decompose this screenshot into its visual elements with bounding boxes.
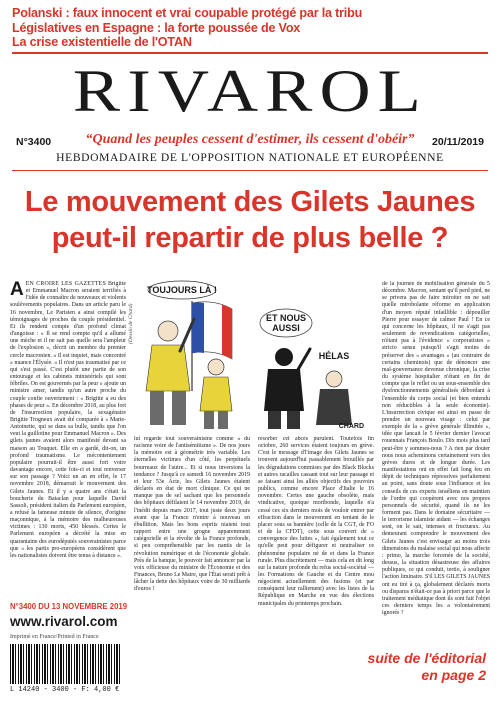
lead-smallcaps: EN CROIRE LES GAZETTES <box>25 281 106 287</box>
article-column-3 <box>258 436 374 700</box>
issue-date: 20/11/2019 <box>432 136 484 148</box>
gilet-2-head <box>208 359 224 375</box>
gilet-1-leg-left <box>150 391 164 425</box>
gilet-1-leg-right <box>172 391 186 425</box>
teasers <box>12 6 488 50</box>
bubble-1-text: TOUJOURS LÀ ! <box>147 285 217 295</box>
flag-blue-band <box>192 303 204 354</box>
article-column-2 <box>134 436 250 700</box>
gilet-2-leg-left <box>204 411 214 429</box>
cartoon-credit: (Dessin de Chard) <box>128 303 134 344</box>
column-3-text: résorber cet abcès purulent. Toutefois fin octobre, 260 services étaient toujours en grève. C'est le message d'l'image des Gilets Jaunes se trouvent aujourd'hui passablement brouillés par les dégradations commises par des Black Blocks et autres racailles cassant tout sur leur passage et se faisant ainsi les alliés objectifs des pouvoirs publics, comme encore Place d'Italie le 16 novembre. Certes une gauche obsolète, mais vindicative, quoique moribonde, laquelle n'a cessé ces six derniers mois de vouloir entrer par effraction dans le mouvement en tentant de le placer sous sa bannière (celle de la CGT, de FO et de la CFDT), cette sous couvert de « convergence des luttes », fait également tout ce qu'elle peut pour défigurer et neutraliser ce phénomène populaire né de et dans la France rurale. Plus discrètement — mais cela en dit long sur la nature profonde du refus social-sociétal — les Formations de Gauche et du Centre mou négocient actuellement des fusions (et par conséquent leur ralliement) avec les listes de la République en Marche en vue des élections municipales du printemps prochain. <box>258 436 374 607</box>
headline[interactable] <box>10 184 490 256</box>
blackblock-1-head <box>275 348 293 366</box>
gilet-1-vest <box>146 345 190 391</box>
article-column-4 <box>382 281 490 631</box>
logo[interactable]: RIVAROL <box>72 58 428 124</box>
motto: “Quand les peuples cessent d'estimer, ils cessent d'obéir” <box>85 132 415 147</box>
gilet-1-head <box>158 321 178 341</box>
continued-line-1: suite de l'éditorial <box>367 650 486 666</box>
bubble-2-text-b: AUSSI <box>272 323 300 333</box>
barcode <box>10 644 120 684</box>
column-1-text: Brigitte et Emmanuel Macron seraient terrifiés à l'idée de connaître de nouveaux et violents soulèvements populaires. Dans un article paru le 16 novembre, Le Parisien a ainsi compilé les témoignages de proches du couple présidentiel. Et ils rendent compte d'un profond climat d'angoisse : « Il se rend compte qu'il a allumé une mèche et il ne sait pas quelle sera l'ampleur de l'explosion », décrit un membre du premier cercle macronien. « Il est inquiet, mais concentré » nuance l'Élysée. « Il n'est pas traumatisé par ce qui s'est passé. C'est plutôt une partie de son entourage et les cabinets ministériels qui sont fébriles. On est gouvernés par la peur » ajoute un ministre amer, tandis qu'un autre proche du couple confie ouvertement : « Brigitte a eu des phases de peur ». En décembre 2018, au plus fort de l'insurrection populaire, la sexagénaire Brigitte Trogneux avait été comparée à « Marie-Antoinette, qui se dans sa bulle, tandis que l'on veut la guillotine pour Emmanuel Macron ». Des gilets jaunes avaient alors manifesté devant sa maison au Touquet. Elle en a gardé, dit-on, un profond traumatisme. Le mécontentement populaire pourrait-il être aussi fort voire davantage encore, cette fois-ci et tout renverser sur son passage ? Voici un an en effet, le 17 novembre 2018, démarrait le mouvement des Gilets Jaunes. Et il y a quatre ans c'était la boucherie du Bataclan pour laquelle David Sassoli, président italien du Parlement européen, a refusé la fameuse minute de silence, d'origine maçonnique, à la mémoire des malheureuses victimes : 130 morts, 450 blessés. Certes le Parlement européen a décrété la mise en quarantaine des eurodéputés souverainistes parce que « les partis pro-européens considèrent que les nationalistes doivent être tenus à distance ». <box>10 281 126 559</box>
masthead-subtitle: HEBDOMADAIRE DE L'OPPOSITION NATIONALE ET EUROPÉENNE <box>56 151 444 164</box>
blackblock-1-leg-right <box>287 411 300 429</box>
blackblock-1-body <box>264 369 304 411</box>
masthead <box>0 52 500 130</box>
headline-line-2: peut-il repartir de plus belle ? <box>51 222 449 254</box>
continued-line-2: en page 2 <box>421 667 486 683</box>
column-2-text: lui regarde tout souverainisme comme « du racisme voire de l'antisémitisme ». De nos jours la mémoire est à géométrie très variable. Les éternelles victimes d'un côté, les perpétuels bourreaux de l'autre... Et si nous inversions la tendance ? Jusqu'à ce samedi 16 novembre 2019 et leur 53e Acte, les Gilets Jaunes étaient déclarés en état de mort clinique. Ce qui ne manque pas de sel sachant que les personnels des hôpitaux défilaient le 14 novembre 2019, de l'inédit depuis mars 2017, tout juste deux jours avant que la France n'entre à nouveau en ébullition. Mais les bons esprits niaient tout rapport entre une grogne apparemment catégorielle et la révolte de la France profonde, si peu compréhensible par les nantis de la révolution numérique et de l'économie globale. Près de la banque, le pouvoir fait annoncer par la voix officieuse du ministre de l'Économie et des Finances, Bruno Le Maire, que l'État serait prêt à lâcher la dette des hôpitaux voire de 30 milliards d'euros ! <box>134 436 250 593</box>
official-body <box>316 389 352 425</box>
headline-line-1: Le mouvement des Gilets Jaunes <box>24 186 476 218</box>
continued-notice[interactable] <box>368 650 486 684</box>
blackblock-1-leg-left <box>268 411 281 429</box>
barcode-text: L 14240 - 3400 - F: 4,00 € <box>10 686 120 694</box>
dropcap: A <box>10 281 24 300</box>
column-4-text: de la journée de mobilisation générale du 5 décembre. Macron, sentant qu'il perd pied, ne se privera pas de faire miroiter on ne sait quelle mirobolante réforme en application d'un moyen réputé infaillible : dépouiller Pierre pour essayer de calmer Paul ! En ce qui concerne les hôpitaux, il ne s'agit pas seulement de revendications catégorielles, n'étant pas à l'évidence « corporatistes » stricto sensu puisqu'il s'agit moins de préserver des « avantages » (au contraire de certains cheminots) que de dénoncer une mal-gouvernance devenue chronique, la crise du système hospitalier n'étant en fin de compte que le reflet ou un sous-ensemble des dysfonctionnements généralisés débordant à l'ensemble du corps social (et bien entendu non réductibles à la seule économie). L'insurrection civique est ainsi en passe de prendre un nouveau visage : celui par exemple de la « grève générale illimitée », idée que lancait le 5 février dernier l'avocat rouennais François Boulo. Dix mois plus tard peut-être y sommes-nous ? A rien par douter nous nous acheminons certainement vers des grèves dures et de longue durée. Les manifestations ont en effet fait long feu en dépit de techniques répressives parfaitement au point, sans doute sous l'influence et les conseils de ces experts israéliens en maintien de l'ordre qui coopèrent avec nos propres personnels de sécurité, quand ils ne les forment pas. Dans le domaine sécuritaire — le terrorisme islamiste aidant — les échanges sont, on le sait, intenses et fructueux. Au demeurant comprendre le mouvement des Gilets Jaunes c'est envisager au moins trois dimensions du malaise social qui nous affecte : primo, la marche forcenée de la société, dessus, la situation désastreuse des affaires publiques, ce qui conduit, tertio, à souligner l'action liminaire. S'il LES GILETS JAUNES ont eu tiré à ça, globalement déclarés morts ou disparus n'était-ce pas à priori parce que le traitement médiatique dont ils sont fait l'objet ces derniers temps les a volontairement ignorés ? <box>382 281 490 617</box>
cartoon-signature: CHARD <box>338 423 364 430</box>
gilet-2-leg-right <box>218 411 228 429</box>
bubble-3-text: HÉLAS <box>318 351 350 361</box>
issue-tag: N°3400 DU 13 NOVEMBRE 2019 <box>10 602 128 611</box>
article-column-1 <box>10 281 126 599</box>
bubble-2-text-a: ET NOUS <box>265 313 307 323</box>
cartoon-illustration <box>134 279 374 433</box>
cartoon-svg <box>134 279 374 433</box>
flag-red-band <box>222 305 232 359</box>
printed-in-france: Imprimé en France/Printed in France <box>10 634 99 640</box>
teaser-polanski[interactable]: Polanski : faux innocent et vrai coupable protégé par la tribu <box>12 6 363 20</box>
website-link[interactable]: www.rivarol.com <box>10 614 118 629</box>
gilet-2-vest <box>200 377 232 411</box>
teaser-spain[interactable]: Législatives en Espagne : la forte poussée de Vox <box>12 20 301 35</box>
motto-row <box>12 132 488 150</box>
teaser-otan[interactable]: La crise existentielle de l'OTAN <box>12 35 192 49</box>
official-head <box>326 371 342 387</box>
subtitle-divider <box>12 170 488 171</box>
issue-number: N°3400 <box>16 136 52 148</box>
